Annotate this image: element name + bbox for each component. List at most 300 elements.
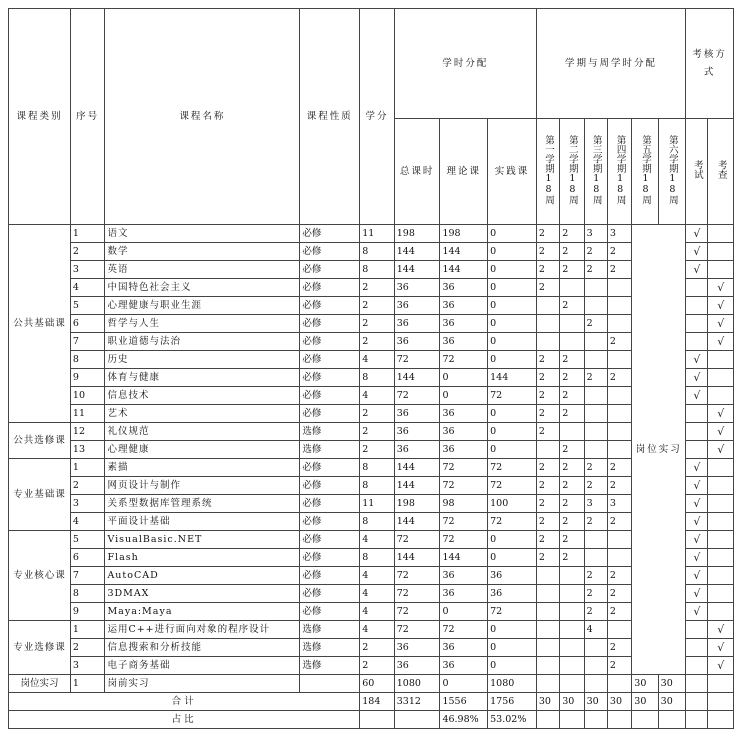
course-no: 6 [70, 315, 105, 333]
semester-hours: 3 [607, 495, 631, 513]
header-semester-3: 第三学期18周 [590, 134, 602, 205]
header-semester-4: 第四学期18周 [614, 134, 626, 205]
semester-hours [584, 675, 607, 693]
course-total-hours: 72 [394, 567, 440, 585]
check-mark: √ [708, 621, 734, 639]
course-total-hours: 72 [394, 387, 440, 405]
table-row [9, 279, 734, 297]
ratio-semester [584, 711, 607, 729]
course-credit: 8 [360, 549, 395, 567]
semester-hours [560, 639, 584, 657]
course-name: 网页设计与制作 [105, 477, 300, 495]
course-total-hours: 144 [394, 459, 440, 477]
semester-hours: 2 [584, 369, 607, 387]
course-name: 心理健康与职业生涯 [105, 297, 300, 315]
course-nature: 必修 [300, 405, 360, 423]
course-credit: 4 [360, 531, 395, 549]
course-no: 7 [70, 567, 105, 585]
table-row [9, 513, 734, 531]
semester-hours [607, 423, 631, 441]
course-no: 4 [70, 513, 105, 531]
course-no: 9 [70, 369, 105, 387]
semester-hours: 2 [607, 243, 631, 261]
check-mark: √ [708, 297, 734, 315]
semester-hours: 2 [560, 369, 584, 387]
semester-hours [584, 549, 607, 567]
semester-hours [560, 621, 584, 639]
course-theory-hours: 144 [440, 261, 488, 279]
course-nature: 必修 [300, 513, 360, 531]
exam-mark [686, 693, 708, 711]
course-practice-hours: 0 [488, 657, 537, 675]
check-mark [708, 351, 734, 369]
total-theory: 1556 [440, 693, 488, 711]
course-no: 2 [70, 639, 105, 657]
course-nature: 必修 [300, 459, 360, 477]
course-nature: 必修 [300, 261, 360, 279]
table-row [9, 297, 734, 315]
course-name: 中国特色社会主义 [105, 279, 300, 297]
course-practice-hours: 0 [488, 225, 537, 243]
semester-hours: 2 [536, 459, 559, 477]
total-semester-hours: 30 [560, 693, 584, 711]
course-credit: 4 [360, 621, 395, 639]
course-name: VisualBasic.NET [105, 531, 300, 549]
course-no: 7 [70, 333, 105, 351]
semester-hours [536, 621, 559, 639]
course-no: 3 [70, 261, 105, 279]
semester-hours [536, 315, 559, 333]
course-name: 艺术 [105, 405, 300, 423]
course-name: Maya:Maya [105, 603, 300, 621]
header-semester-2: 第二学期18周 [566, 134, 578, 205]
exam-mark [686, 675, 708, 693]
table-row [9, 531, 734, 549]
check-mark: √ [708, 333, 734, 351]
course-theory-hours: 98 [440, 495, 488, 513]
semester-hours: 30 [632, 675, 658, 693]
course-practice-hours: 1080 [488, 675, 537, 693]
semester-hours [607, 387, 631, 405]
course-practice-hours: 0 [488, 405, 537, 423]
course-name: 信息搜索和分析技能 [105, 639, 300, 657]
course-nature: 必修 [300, 333, 360, 351]
semester-hours: 2 [584, 459, 607, 477]
semester-hours [560, 567, 584, 585]
course-practice-hours: 0 [488, 549, 537, 567]
course-no: 1 [70, 675, 105, 693]
semester-hours [584, 441, 607, 459]
semester-hours [584, 639, 607, 657]
exam-mark: √ [686, 477, 708, 495]
exam-mark: √ [686, 459, 708, 477]
semester-hours: 2 [536, 513, 559, 531]
exam-mark [686, 297, 708, 315]
course-total-hours: 72 [394, 351, 440, 369]
semester-hours: 30 [658, 675, 685, 693]
table-row [9, 567, 734, 585]
semester-hours: 2 [536, 531, 559, 549]
course-nature: 必修 [300, 279, 360, 297]
total-semester-hours: 30 [536, 693, 559, 711]
exam-mark: √ [686, 225, 708, 243]
course-practice-hours: 0 [488, 279, 537, 297]
semester-hours [607, 675, 631, 693]
course-name: Flash [105, 549, 300, 567]
course-practice-hours: 0 [488, 261, 537, 279]
semester-hours [560, 279, 584, 297]
semester-hours: 2 [560, 351, 584, 369]
course-practice-hours: 72 [488, 603, 537, 621]
course-credit: 4 [360, 351, 395, 369]
course-credit: 2 [360, 297, 395, 315]
course-name: 英语 [105, 261, 300, 279]
header-no: 序号 [70, 9, 105, 225]
semester-hours [584, 405, 607, 423]
exam-mark [686, 657, 708, 675]
course-total-hours: 198 [394, 495, 440, 513]
check-mark [708, 531, 734, 549]
course-name: 电子商务基础 [105, 657, 300, 675]
check-mark [708, 477, 734, 495]
semester-hours: 2 [560, 225, 584, 243]
course-practice-hours: 0 [488, 441, 537, 459]
course-theory-hours: 72 [440, 351, 488, 369]
course-credit: 8 [360, 513, 395, 531]
semester-hours: 2 [584, 243, 607, 261]
exam-mark [686, 333, 708, 351]
course-nature: 必修 [300, 585, 360, 603]
course-nature: 必修 [300, 531, 360, 549]
semester-hours [607, 315, 631, 333]
check-mark [708, 243, 734, 261]
course-theory-hours: 0 [440, 603, 488, 621]
course-theory-hours: 36 [440, 279, 488, 297]
semester-hours: 2 [584, 315, 607, 333]
semester-hours: 2 [560, 405, 584, 423]
exam-mark: √ [686, 603, 708, 621]
check-mark [708, 369, 734, 387]
course-nature: 选修 [300, 657, 360, 675]
course-theory-hours: 36 [440, 405, 488, 423]
table-row [9, 603, 734, 621]
exam-mark: √ [686, 531, 708, 549]
course-practice-hours: 0 [488, 333, 537, 351]
semester-hours [560, 423, 584, 441]
check-mark: √ [708, 315, 734, 333]
course-credit: 11 [360, 225, 395, 243]
course-total-hours: 144 [394, 261, 440, 279]
course-credit: 2 [360, 405, 395, 423]
total-label: 合计 [9, 693, 360, 711]
semester-hours [607, 279, 631, 297]
exam-mark: √ [686, 495, 708, 513]
semester-hours: 2 [584, 585, 607, 603]
course-total-hours: 144 [394, 369, 440, 387]
course-theory-hours: 36 [440, 567, 488, 585]
course-practice-hours: 0 [488, 639, 537, 657]
table-row [9, 333, 734, 351]
semester-hours: 2 [607, 333, 631, 351]
exam-mark: √ [686, 549, 708, 567]
course-nature: 必修 [300, 603, 360, 621]
course-theory-hours: 36 [440, 639, 488, 657]
header-name: 课程名称 [105, 9, 300, 225]
semester-hours [536, 657, 559, 675]
curriculum-table [8, 8, 734, 729]
total-semester-hours: 30 [658, 693, 685, 711]
semester-hours: 2 [584, 603, 607, 621]
check-mark [708, 603, 734, 621]
semester-hours [536, 585, 559, 603]
semester-hours [560, 675, 584, 693]
semester-hours: 2 [607, 261, 631, 279]
semester-hours: 2 [560, 495, 584, 513]
exam-mark: √ [686, 387, 708, 405]
exam-mark [686, 441, 708, 459]
semester-hours [560, 657, 584, 675]
course-name: 信息技术 [105, 387, 300, 405]
course-credit: 8 [360, 243, 395, 261]
table-row [9, 423, 734, 441]
exam-mark: √ [686, 513, 708, 531]
course-total-hours: 36 [394, 405, 440, 423]
course-theory-hours: 36 [440, 333, 488, 351]
course-total-hours: 72 [394, 585, 440, 603]
course-total-hours: 144 [394, 549, 440, 567]
course-category: 岗位实习 [9, 675, 71, 693]
internship-row [9, 675, 734, 693]
check-mark [708, 459, 734, 477]
course-total-hours: 36 [394, 639, 440, 657]
table-row [9, 477, 734, 495]
course-theory-hours: 72 [440, 621, 488, 639]
semester-hours [536, 297, 559, 315]
semester-hours [560, 585, 584, 603]
semester-hours [536, 333, 559, 351]
check-mark: √ [708, 423, 734, 441]
course-no: 11 [70, 405, 105, 423]
ratio-label: 占比 [9, 711, 360, 729]
course-name: 岗前实习 [105, 675, 300, 693]
ratio-semester [658, 711, 685, 729]
course-nature: 选修 [300, 621, 360, 639]
course-credit: 8 [360, 261, 395, 279]
semester-hours [536, 603, 559, 621]
course-practice-hours: 144 [488, 369, 537, 387]
header-theory: 理论课 [440, 119, 488, 225]
semester-hours: 2 [607, 513, 631, 531]
course-nature: 必修 [300, 297, 360, 315]
semester-hours: 2 [536, 495, 559, 513]
total-practice: 1756 [488, 693, 537, 711]
course-name: 历史 [105, 351, 300, 369]
course-nature: 选修 [300, 639, 360, 657]
ratio-total [394, 711, 440, 729]
table-row [9, 225, 734, 243]
course-practice-hours: 0 [488, 423, 537, 441]
course-credit: 2 [360, 657, 395, 675]
ratio-semester [536, 711, 559, 729]
check-mark [708, 567, 734, 585]
table-row [9, 495, 734, 513]
header-semester-6: 第六学期18周 [666, 134, 678, 205]
course-nature: 必修 [300, 549, 360, 567]
semester-hours [536, 639, 559, 657]
course-nature: 必修 [300, 225, 360, 243]
semester-hours [584, 279, 607, 297]
check-mark [708, 549, 734, 567]
semester-hours: 2 [536, 225, 559, 243]
header-nature: 课程性质 [300, 9, 360, 225]
semester-hours: 2 [536, 423, 559, 441]
course-practice-hours: 0 [488, 351, 537, 369]
course-no: 5 [70, 531, 105, 549]
semester-hours [536, 567, 559, 585]
course-category: 专业核心课 [9, 531, 71, 621]
semester-hours [584, 657, 607, 675]
semester-hours: 3 [584, 495, 607, 513]
course-name: 关系型数据库管理系统 [105, 495, 300, 513]
total-semester-hours: 30 [607, 693, 631, 711]
semester-hours [584, 351, 607, 369]
check-mark: √ [708, 639, 734, 657]
total-credit: 184 [360, 693, 395, 711]
course-practice-hours: 72 [488, 387, 537, 405]
semester-hours [584, 423, 607, 441]
course-theory-hours: 0 [440, 369, 488, 387]
exam-mark [686, 711, 708, 729]
table-row [9, 549, 734, 567]
course-credit: 8 [360, 459, 395, 477]
course-nature: 选修 [300, 441, 360, 459]
course-nature [300, 675, 360, 693]
semester-hours: 2 [584, 567, 607, 585]
course-credit: 2 [360, 639, 395, 657]
ratio-practice: 53.02% [488, 711, 537, 729]
semester-hours: 2 [536, 477, 559, 495]
course-total-hours: 72 [394, 621, 440, 639]
internship-merged-cell: 岗位实习 [632, 225, 686, 675]
semester-hours [607, 549, 631, 567]
course-credit: 4 [360, 585, 395, 603]
header-total: 总课时 [394, 119, 440, 225]
course-theory-hours: 36 [440, 423, 488, 441]
course-name: 数学 [105, 243, 300, 261]
header-credit: 学分 [360, 9, 395, 225]
semester-hours: 2 [607, 369, 631, 387]
course-total-hours: 36 [394, 297, 440, 315]
total-row [9, 693, 734, 711]
course-nature: 选修 [300, 423, 360, 441]
table-row [9, 459, 734, 477]
course-nature: 必修 [300, 351, 360, 369]
semester-hours [560, 603, 584, 621]
course-practice-hours: 36 [488, 567, 537, 585]
semester-hours: 2 [584, 261, 607, 279]
course-no: 13 [70, 441, 105, 459]
semester-hours [607, 531, 631, 549]
header-hours-group: 学时分配 [394, 9, 536, 119]
ratio-semester [632, 711, 658, 729]
course-theory-hours: 36 [440, 297, 488, 315]
course-total-hours: 144 [394, 243, 440, 261]
course-practice-hours: 0 [488, 531, 537, 549]
course-total-hours: 144 [394, 477, 440, 495]
table-row [9, 261, 734, 279]
header-semester-1: 第一学期18周 [543, 134, 555, 205]
header-semester-group: 学期与周学时分配 [536, 9, 685, 119]
exam-mark: √ [686, 261, 708, 279]
course-nature: 必修 [300, 243, 360, 261]
course-total-hours: 36 [394, 279, 440, 297]
course-no: 5 [70, 297, 105, 315]
table-row [9, 405, 734, 423]
semester-hours: 2 [584, 513, 607, 531]
semester-hours [560, 315, 584, 333]
semester-hours: 2 [560, 243, 584, 261]
semester-hours [607, 351, 631, 369]
course-name: AutoCAD [105, 567, 300, 585]
course-practice-hours: 72 [488, 513, 537, 531]
course-theory-hours: 36 [440, 315, 488, 333]
semester-hours: 4 [584, 621, 607, 639]
semester-hours [560, 333, 584, 351]
check-mark [708, 513, 734, 531]
check-mark [708, 261, 734, 279]
course-credit: 2 [360, 279, 395, 297]
semester-hours: 2 [560, 459, 584, 477]
semester-hours: 2 [607, 657, 631, 675]
table-body [9, 225, 734, 729]
course-no: 3 [70, 657, 105, 675]
course-total-hours: 36 [394, 423, 440, 441]
exam-mark: √ [686, 243, 708, 261]
course-practice-hours: 72 [488, 477, 537, 495]
total-semester-hours: 30 [584, 693, 607, 711]
course-no: 4 [70, 279, 105, 297]
course-theory-hours: 144 [440, 243, 488, 261]
ratio-credit [360, 711, 395, 729]
course-name: 心理健康 [105, 441, 300, 459]
course-category: 公共基础课 [9, 225, 71, 423]
header-semester-5: 第五学期18周 [639, 134, 651, 205]
semester-hours: 3 [607, 225, 631, 243]
course-no: 2 [70, 243, 105, 261]
exam-mark: √ [686, 567, 708, 585]
course-no: 1 [70, 459, 105, 477]
semester-hours: 2 [536, 279, 559, 297]
course-name: 素描 [105, 459, 300, 477]
course-name: 哲学与人生 [105, 315, 300, 333]
semester-hours [607, 621, 631, 639]
check-mark [708, 495, 734, 513]
table-row [9, 243, 734, 261]
course-total-hours: 36 [394, 441, 440, 459]
semester-hours: 2 [560, 261, 584, 279]
course-category: 专业选修课 [9, 621, 71, 675]
course-category: 公共选修课 [9, 423, 71, 459]
course-name: 运用C++进行面向对象的程序设计 [105, 621, 300, 639]
semester-hours: 2 [560, 387, 584, 405]
semester-hours: 2 [536, 369, 559, 387]
semester-hours [584, 387, 607, 405]
course-no: 8 [70, 585, 105, 603]
exam-mark: √ [686, 585, 708, 603]
course-theory-hours: 36 [440, 585, 488, 603]
table-row [9, 441, 734, 459]
course-nature: 必修 [300, 315, 360, 333]
